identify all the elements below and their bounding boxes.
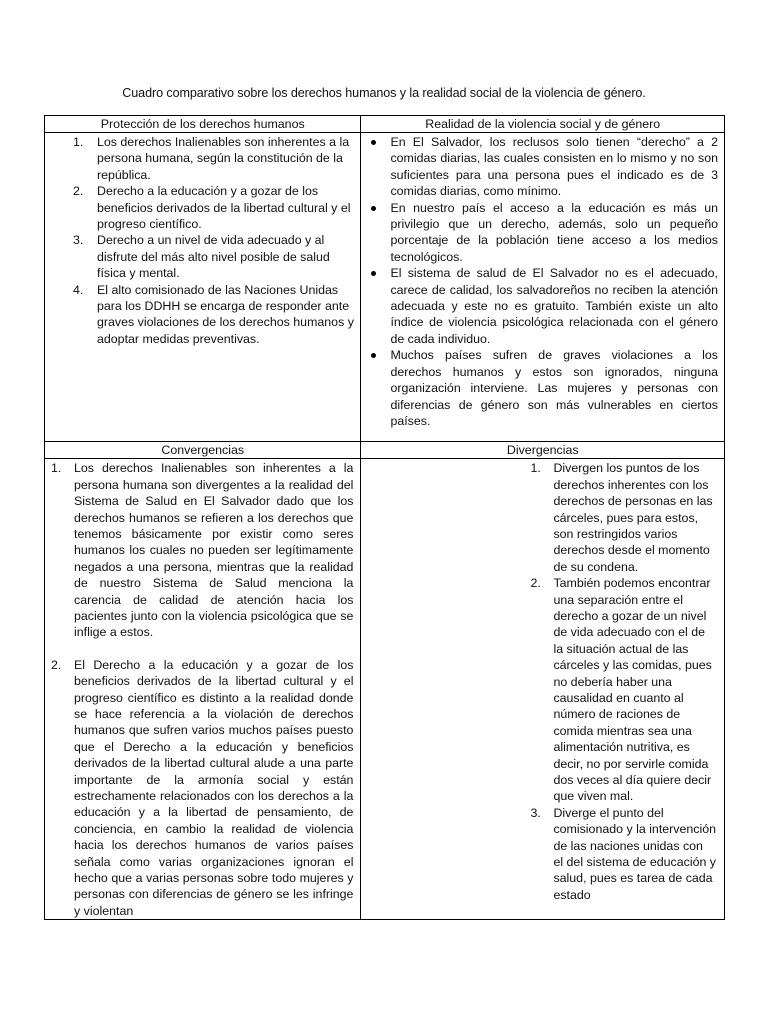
cell-divergencias [361, 459, 725, 920]
list-item: 2. Derecho a la educación y a gozar de los beneficios derivados de la libertad cultural y el progreso científico. [73, 184, 351, 232]
list-item: El sistema de salud de El Salvador no es el adecuado, carece de calidad, los salvadoreños no reciben la atención adecuada y este no es gratuito. También existe un alto índice de violencia psicológica relacionada con el género de cada individuo. [361, 265, 718, 347]
header-realidad: Realidad de la violencia social y de género [361, 116, 725, 133]
cell-proteccion [45, 133, 361, 442]
bullet-icon [371, 140, 376, 145]
list-item: 3. Derecho a un nivel de vida adecuado y al disfrute del más alto nivel posible de salud física y mental. [73, 233, 330, 281]
list-item: 1. Los derechos Inalienables son inherentes a la persona humana son divergentes a la realidad del Sistema de Salud en El Salvador dado que los derechos humanos se refieren a los derechos que tenemos básicamente por existir como seres humanos los cuales no pueden ser legítimamente negados a una persona, mientras que la realidad de nuestro Sistema de Salud menciona la carencia de calidad de atención hacia los pacientes junto con la violencia psicológica que se inflige a estos. [51, 461, 354, 640]
bullet-icon [371, 271, 376, 276]
list-item: 1. Los derechos Inalienables son inherentes a la persona humana, según la constitución de la república. [73, 135, 350, 182]
bullet-icon [371, 206, 376, 211]
table-row-top [45, 133, 725, 442]
list-item: 3. Diverge el punto del comisionado y la intervención de las naciones unidas con el del sistema de educación y salud, pues es tarea de cada estado [530, 805, 717, 902]
list-item: 1. Divergen los puntos de los derechos inherentes con los derechos de personas en las cárceles, pues para estos, son restringidos varios derechos desde el momento de su condena. [530, 461, 713, 574]
cell-realidad [361, 133, 725, 442]
list-item: 2. El Derecho a la educación y a gozar de los beneficios derivados de la libertad cultural y el progreso científico es distinto a la realidad donde se hace referencia a la violación de derechos humanos que sufren varios muchos países puesto que el Derecho a la educación y beneficios derivados de la libertad cultural alude a una parte importante de la armonía social y están estrechamente relacionados con los derechos a la educación y a la libertad de pensamiento, de conciencia, en cambio la realidad de violencia hacia los derechos humanos de varios países señala como varias organizaciones ignoran el hecho que a varias personas sobre todo mujeres y personas con diferencias de género se les infringe y violentan [51, 657, 354, 918]
comparison-table [44, 115, 725, 920]
bullet-icon [371, 353, 376, 358]
page-title: Cuadro comparativo sobre los derechos humanos y la realidad social de la violencia de género. [122, 86, 646, 100]
list-item: 2. También podemos encontrar una separación entre el derecho a gozar de un nivel de vida adecuado con el de la situación actual de las cárceles y las comidas, pues no debería haber una causalidad en cuanto al número de raciones de comida mientras sea una alimentación nutritiva, es decir, no por servirle comida dos veces al día quiere decir que viven mal. [530, 576, 712, 804]
cell-convergencias [45, 459, 361, 920]
header-divergencias: Divergencias [361, 442, 725, 459]
divergencias-list [361, 459, 724, 903]
convergencias-list [45, 459, 360, 919]
list-item: En El Salvador, los reclusos solo tienen “derecho” a 2 comidas diarias, las cuales consisten en lo mismo y no son suficientes para una persona pues el indicado es de 3 comidas diarias, como mínimo. [361, 134, 718, 200]
proteccion-list [45, 133, 360, 347]
header-convergencias: Convergencias [45, 442, 361, 459]
table-row-bottom [45, 459, 725, 920]
table-header-row-bottom [45, 442, 725, 459]
table-header-row-top [45, 116, 725, 133]
list-item: Muchos países sufren de graves violaciones a los derechos humanos y estos son ignorados, ninguna organización interviene. Las mujeres y personas con diferencias de género son más vulnerables en ciertos países. [361, 347, 718, 429]
list-item: En nuestro país el acceso a la educación es más un privilegio que un derecho, además, solo un pequeño porcentaje de la población tiene acceso a los medios tecnológicos. [361, 200, 718, 266]
header-proteccion: Protección de los derechos humanos [45, 116, 361, 133]
list-item: 4. El alto comisionado de las Naciones Unidas para los DDHH se encarga de responder ante graves violaciones de los derechos humanos y adoptar medidas preventivas. [73, 282, 354, 346]
realidad-list [361, 133, 724, 441]
